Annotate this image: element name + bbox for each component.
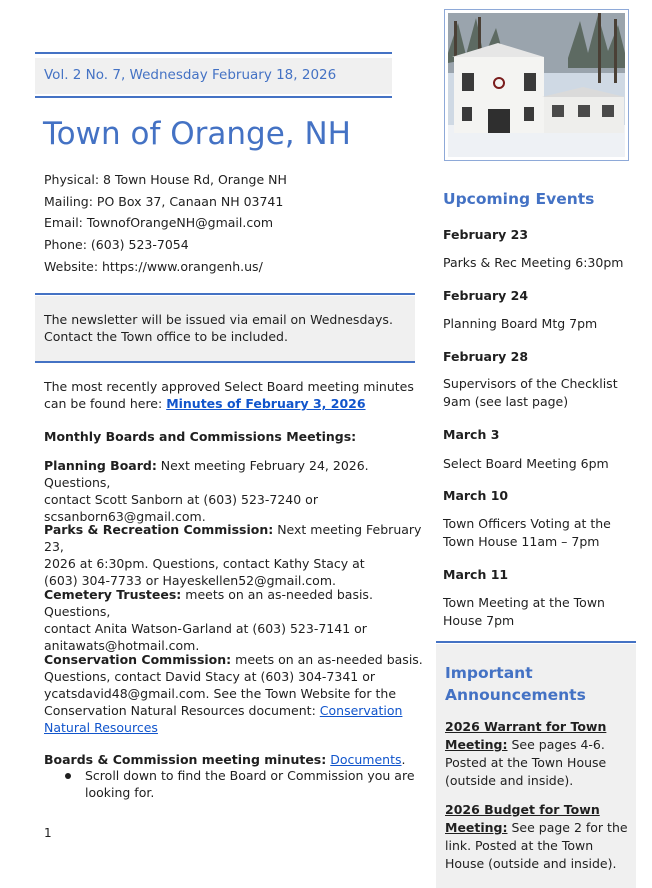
conservation-line-5	[44, 719, 424, 736]
notice-line-1: The newsletter will be issued via email on Wednesdays.	[44, 312, 393, 327]
event-date: February 23	[443, 227, 529, 242]
board-minutes-label: Boards & Commission meeting minutes:	[44, 752, 327, 767]
town-house-illustration	[448, 13, 625, 157]
conservation-label: Conservation Commission:	[44, 652, 232, 667]
planning-text-1: Next meeting February 24, 2026. Questions,	[44, 458, 369, 490]
notice-bottom-rule	[35, 361, 415, 363]
minutes-line-1: The most recently approved Select Board meeting minutes	[44, 379, 414, 394]
conservation-line-1	[44, 651, 424, 668]
planning-label: Planning Board:	[44, 458, 157, 473]
event-text-line-2: House 7pm	[443, 613, 515, 628]
minutes-line-2	[44, 395, 424, 412]
event-text-line-2: 9am (see last page)	[443, 394, 569, 409]
cemetery-line-2: contact Anita Watson-Garland at (603) 523-7141 or	[44, 621, 367, 636]
announcements-heading-line-2: Announcements	[445, 686, 586, 704]
parks-line-2: 2026 at 6:30pm. Questions, contact Kathy Stacy at	[44, 556, 365, 571]
contact-website: Website: https://www.orangenh.us/	[44, 259, 263, 274]
bullet-item	[85, 767, 425, 801]
budget-label-line-1: 2026 Budget for Town	[445, 802, 600, 817]
budget-text-3: link. Posted at the Town	[445, 838, 594, 853]
parks-paragraph	[44, 521, 424, 589]
conservation-link-cont[interactable]: Natural Resources	[44, 720, 158, 735]
conservation-link[interactable]: Conservation	[319, 703, 403, 718]
minutes-line-2-text: can be found here:	[44, 396, 167, 411]
announcements-top-rule	[436, 641, 636, 643]
contact-physical: Physical: 8 Town House Rd, Orange NH	[44, 172, 287, 187]
planning-line-1	[44, 457, 424, 491]
event-text-line-1: Supervisors of the Checklist	[443, 376, 618, 391]
event-text-line-1: Town Officers Voting at the	[443, 516, 611, 531]
conservation-line-2: Questions, contact David Stacy at (603) 304-7341 or	[44, 669, 375, 684]
conservation-text-1: meets on an as-needed basis.	[231, 652, 423, 667]
minutes-paragraph	[44, 378, 424, 412]
event-text	[443, 515, 633, 551]
documents-link[interactable]: Documents	[330, 752, 402, 767]
planning-line-3: scsanborn63@gmail.com.	[44, 509, 206, 524]
bullet-dot	[65, 773, 71, 779]
conservation-line-4	[44, 702, 424, 719]
board-minutes-paragraph	[44, 751, 424, 768]
contact-phone: Phone: (603) 523-7054	[44, 237, 189, 252]
announcement-warrant	[445, 718, 630, 790]
conservation-paragraph	[44, 651, 424, 736]
events-heading: Upcoming Events	[443, 190, 595, 208]
meetings-heading	[44, 428, 424, 445]
contact-mailing: Mailing: PO Box 37, Canaan NH 03741	[44, 194, 284, 209]
bullet-line-2: looking for.	[85, 785, 155, 800]
budget-text-2: See page 2 for the	[507, 820, 628, 835]
conservation-text-4: Conservation Natural Resources document:	[44, 703, 320, 718]
event-text	[443, 375, 633, 411]
minutes-link[interactable]: Minutes of February 3, 2026	[166, 396, 366, 411]
issue-line: Vol. 2 No. 7, Wednesday February 18, 2026	[44, 67, 337, 83]
event-date: March 11	[443, 567, 509, 582]
event-date: February 24	[443, 288, 529, 303]
parks-line-3: (603) 304-7733 or Hayeskellen52@gmail.com.	[44, 573, 336, 588]
notice-top-rule	[35, 293, 415, 295]
parks-label: Parks & Recreation Commission:	[44, 522, 274, 537]
cemetery-label: Cemetery Trustees:	[44, 587, 182, 602]
cemetery-line-3: anitawats@hotmail.com.	[44, 638, 200, 653]
parks-text-1: Next meeting February 23,	[44, 522, 422, 554]
notice-line-2: Contact the Town office to be included.	[44, 329, 288, 344]
cemetery-line-1	[44, 586, 424, 620]
page-number: 1	[44, 826, 52, 840]
event-date: February 28	[443, 349, 529, 364]
budget-label-line-2: Meeting:	[445, 820, 508, 835]
warrant-label-line-2: Meeting:	[445, 737, 508, 752]
budget-text-4: House (outside and inside).	[445, 856, 617, 871]
event-text: Parks & Rec Meeting 6:30pm	[443, 255, 624, 270]
cemetery-paragraph	[44, 586, 424, 654]
notice-text	[44, 311, 404, 345]
bullet-line-1: Scroll down to find the Board or Commission you are	[85, 768, 415, 783]
announcements-heading-line-1: Important	[445, 664, 533, 682]
event-text-line-1: Town Meeting at the Town	[443, 595, 605, 610]
event-date: March 10	[443, 488, 509, 503]
event-text: Select Board Meeting 6pm	[443, 456, 609, 471]
header-top-rule	[35, 52, 392, 54]
event-text	[443, 594, 633, 630]
event-text-line-2: Town House 11am – 7pm	[443, 534, 600, 549]
page-title: Town of Orange, NH	[43, 116, 351, 152]
warrant-text-3: Posted at the Town House	[445, 755, 607, 770]
warrant-text-2: See pages 4-6.	[507, 737, 605, 752]
conservation-line-3: ycatsdavid48@gmail.com. See the Town Website for the	[44, 686, 397, 701]
planning-board-paragraph	[44, 457, 424, 525]
meetings-heading-text: Monthly Boards and Commissions Meetings:	[44, 429, 357, 444]
cemetery-text-1: meets on an as-needed basis. Questions,	[44, 587, 373, 619]
planning-line-2: contact Scott Sanborn at (603) 523-7240 or	[44, 492, 318, 507]
announcements-heading	[445, 662, 586, 706]
contact-email: Email: TownofOrangeNH@gmail.com	[44, 215, 274, 230]
parks-line-1	[44, 521, 424, 555]
announcement-budget	[445, 801, 630, 873]
warrant-text-4: (outside and inside).	[445, 773, 574, 788]
header-bottom-rule	[35, 96, 392, 98]
board-minutes-period: .	[401, 752, 406, 767]
warrant-label-line-1: 2026 Warrant for Town	[445, 719, 607, 734]
event-text: Planning Board Mtg 7pm	[443, 316, 598, 331]
board-minutes-line	[44, 751, 424, 768]
town-house-photo	[444, 9, 629, 161]
event-date: March 3	[443, 427, 500, 442]
